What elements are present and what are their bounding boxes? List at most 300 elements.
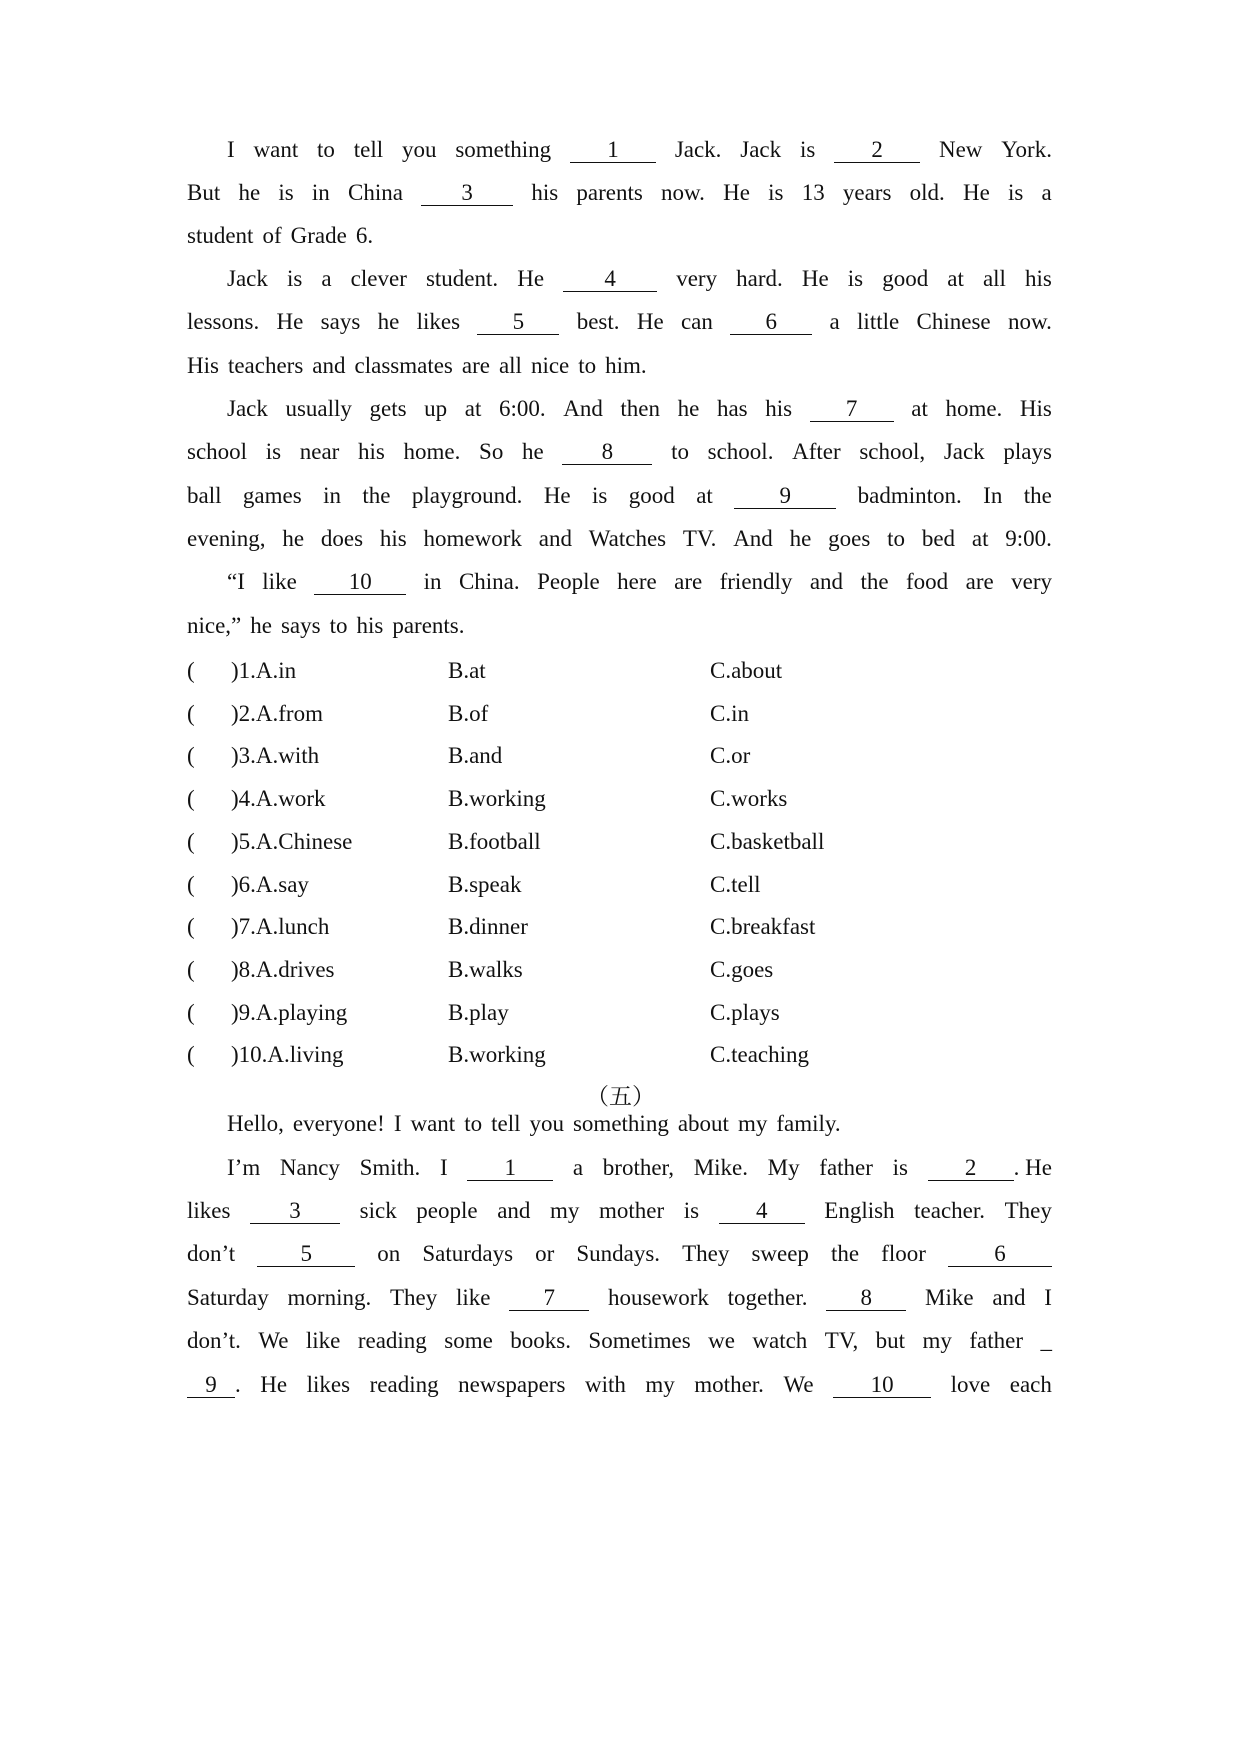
blank-group xyxy=(810,394,894,424)
word: 6:00. xyxy=(498,396,546,421)
word: says xyxy=(320,309,361,334)
section-5-heading: （五） xyxy=(586,1084,655,1110)
option-b: B.speak xyxy=(448,872,522,897)
word: evening, xyxy=(187,526,266,551)
option-a: )1.A.in xyxy=(231,658,297,683)
option-a: )2.A.from xyxy=(231,701,323,726)
answer-bracket[interactable]: ( xyxy=(187,1000,195,1025)
word: he xyxy=(282,526,305,551)
word: but xyxy=(875,1328,906,1353)
word: of xyxy=(262,223,282,248)
word: He xyxy=(723,180,750,205)
word: something xyxy=(455,137,552,162)
word: China. xyxy=(458,569,520,594)
blank-group xyxy=(257,1239,355,1269)
blank-suffix: . xyxy=(235,1372,241,1397)
word: you xyxy=(529,1111,564,1136)
answer-bracket[interactable]: ( xyxy=(187,872,195,897)
word: near xyxy=(299,439,340,464)
word: reading xyxy=(369,1372,439,1397)
word: good xyxy=(628,483,675,508)
word: are xyxy=(461,353,490,378)
word: I xyxy=(439,1155,448,1180)
word: very xyxy=(1011,569,1052,594)
word: home. xyxy=(403,439,461,464)
word: York. xyxy=(1001,137,1052,162)
word: They xyxy=(1004,1198,1052,1223)
word: In xyxy=(983,483,1003,508)
word: school xyxy=(187,439,248,464)
word: likes xyxy=(306,1372,351,1397)
word: ball xyxy=(187,483,222,508)
word: clever xyxy=(350,266,407,291)
word: He xyxy=(276,309,304,334)
word: school, xyxy=(859,439,926,464)
option-a: )5.A.Chinese xyxy=(231,829,353,854)
word: is xyxy=(847,266,864,291)
word: family. xyxy=(776,1111,841,1136)
word: New xyxy=(938,137,983,162)
answer-blank[interactable]: 3 xyxy=(421,181,513,206)
word: him. xyxy=(605,353,647,378)
word: has xyxy=(716,396,748,421)
word: They xyxy=(682,1241,730,1266)
word: We xyxy=(258,1328,289,1353)
word: lessons. xyxy=(187,309,260,334)
word: Saturdays xyxy=(422,1241,514,1266)
word: is xyxy=(892,1155,908,1180)
word: Chinese xyxy=(916,309,991,334)
word: don’t xyxy=(187,1241,236,1266)
word: want xyxy=(253,137,299,162)
passage-5-line xyxy=(187,1326,1052,1356)
word: his xyxy=(765,396,793,421)
answer-blank[interactable]: 8 xyxy=(826,1286,906,1311)
word: his xyxy=(531,180,559,205)
word: school. xyxy=(707,439,774,464)
word: I xyxy=(1044,1285,1052,1310)
word: don’t. xyxy=(187,1328,241,1353)
word: He xyxy=(517,266,545,291)
word: mother. xyxy=(694,1372,764,1397)
word: Nancy xyxy=(279,1155,340,1180)
answer-blank[interactable]: 1 xyxy=(570,138,656,163)
word: his xyxy=(1025,266,1052,291)
word: my xyxy=(645,1372,675,1397)
word: at xyxy=(911,396,928,421)
word: some xyxy=(444,1328,493,1353)
passage-4-line xyxy=(187,437,1052,467)
word: everyone! xyxy=(292,1111,385,1136)
passage-4-line xyxy=(227,264,1052,294)
passage-5-line xyxy=(227,1153,1052,1183)
word: People xyxy=(537,569,600,594)
word: good xyxy=(882,266,929,291)
word: So xyxy=(479,439,504,464)
word: sick xyxy=(359,1198,397,1223)
blank-group xyxy=(421,178,513,208)
word: Mike xyxy=(925,1285,974,1310)
word: a xyxy=(829,309,840,334)
passage-4-line xyxy=(187,221,1052,251)
word: you xyxy=(401,137,437,162)
option-c: C.plays xyxy=(710,1000,780,1025)
word: likes xyxy=(187,1198,231,1223)
word: Sometimes xyxy=(588,1328,691,1353)
word: 9:00. xyxy=(1005,526,1052,551)
word: to xyxy=(671,439,689,464)
word: to xyxy=(887,526,906,551)
word: to xyxy=(464,1111,483,1136)
word: then xyxy=(620,396,661,421)
word: Smith. xyxy=(359,1155,421,1180)
word: games xyxy=(242,483,302,508)
blank-group xyxy=(570,135,656,165)
option-c: C.basketball xyxy=(710,829,825,854)
passage-4-line xyxy=(187,524,1052,554)
word: a xyxy=(321,266,332,291)
word: He xyxy=(260,1372,288,1397)
blank-group xyxy=(314,567,406,597)
passage-4-line xyxy=(187,481,1052,511)
word: old. xyxy=(909,180,945,205)
word: Jack xyxy=(227,396,268,421)
word: best. xyxy=(576,309,620,334)
word: at xyxy=(971,526,989,551)
word: he xyxy=(250,613,272,638)
word: Watches xyxy=(588,526,667,551)
blank-group xyxy=(477,307,559,337)
word: floor xyxy=(881,1241,926,1266)
word: brother, xyxy=(602,1155,675,1180)
blank-suffix: . He xyxy=(1013,1155,1052,1180)
word: he xyxy=(377,309,400,334)
word: home. xyxy=(945,396,1003,421)
word: father xyxy=(819,1155,873,1180)
word: Hello, xyxy=(227,1111,284,1136)
passage-4-line xyxy=(227,135,1052,165)
word: are xyxy=(674,569,703,594)
word: is xyxy=(683,1198,700,1223)
word: Sundays. xyxy=(576,1241,661,1266)
word: playground. xyxy=(411,483,523,508)
passage-5-line xyxy=(227,1109,1052,1139)
word: at xyxy=(464,396,482,421)
word: like xyxy=(305,1328,341,1353)
word: Mike. xyxy=(693,1155,749,1180)
answer-blank[interactable]: 8 xyxy=(562,440,652,465)
option-c: C.about xyxy=(710,658,783,683)
word: “I xyxy=(227,569,245,594)
word: little xyxy=(857,309,900,334)
blank-group xyxy=(928,1153,1052,1183)
answer-bracket[interactable]: ( xyxy=(187,957,195,982)
word: is xyxy=(592,483,608,508)
option-a: )6.A.say xyxy=(231,872,309,897)
word: teachers xyxy=(227,353,304,378)
option-c: C.goes xyxy=(710,957,774,982)
option-b: B.walks xyxy=(448,957,523,982)
word: He xyxy=(801,266,829,291)
answer-blank[interactable]: 7 xyxy=(509,1286,589,1311)
word: And xyxy=(733,526,773,551)
word: says xyxy=(280,613,321,638)
passage-4-line xyxy=(187,307,1052,337)
word: And xyxy=(563,396,603,421)
word: with xyxy=(584,1372,626,1397)
answer-blank[interactable]: 5 xyxy=(477,310,559,335)
word: or xyxy=(535,1241,555,1266)
word: are xyxy=(965,569,994,594)
option-c: C.teaching xyxy=(710,1042,809,1067)
option-c: C.in xyxy=(710,701,749,726)
blank-group xyxy=(509,1283,589,1313)
word: tell xyxy=(353,137,384,162)
word: years xyxy=(842,180,892,205)
word: my xyxy=(550,1198,580,1223)
option-b: B.of xyxy=(448,701,489,726)
word: He xyxy=(543,483,571,508)
word: nice,” xyxy=(187,613,242,638)
blank-group xyxy=(250,1196,340,1226)
word: now. xyxy=(1007,309,1052,334)
word: each xyxy=(1009,1372,1052,1397)
word: sweep xyxy=(751,1241,809,1266)
word: student xyxy=(187,223,254,248)
answer-bracket[interactable]: ( xyxy=(187,1042,195,1067)
passage-5-line xyxy=(187,1370,1052,1400)
word: he xyxy=(238,180,261,205)
answer-blank[interactable]: 9 xyxy=(734,484,836,509)
option-a: )4.A.work xyxy=(231,786,326,811)
answer-blank[interactable]: 10 xyxy=(314,570,406,595)
word: I xyxy=(227,137,235,162)
word: nice xyxy=(530,353,570,378)
word: mother xyxy=(599,1198,665,1223)
word: Jack xyxy=(740,137,782,162)
passage-4-line xyxy=(187,611,1052,641)
word: all xyxy=(498,353,522,378)
word: 13 xyxy=(801,180,825,205)
word: He xyxy=(962,180,990,205)
word: in xyxy=(423,569,442,594)
blank-group xyxy=(948,1239,1052,1269)
answer-bracket[interactable]: ( xyxy=(187,829,195,854)
word: and xyxy=(992,1285,1026,1310)
answer-blank[interactable]: 2 xyxy=(928,1156,1014,1181)
option-b: B.play xyxy=(448,1000,509,1025)
word: parents xyxy=(576,180,643,205)
word: usually xyxy=(285,396,352,421)
option-b: B.at xyxy=(448,658,486,683)
word: parents. xyxy=(392,613,465,638)
option-c: C.breakfast xyxy=(710,914,816,939)
option-a: )8.A.drives xyxy=(231,957,335,982)
word: he xyxy=(522,439,544,464)
word: in xyxy=(323,483,341,508)
answer-blank[interactable]: 4 xyxy=(719,1199,805,1224)
word: They xyxy=(389,1285,438,1310)
passage-5-line xyxy=(187,1239,1052,1269)
word: and xyxy=(538,526,572,551)
word: on xyxy=(377,1241,401,1266)
blank-group xyxy=(734,481,836,511)
word: the xyxy=(1023,483,1052,508)
word: is xyxy=(286,266,303,291)
word: He xyxy=(636,309,664,334)
word: the xyxy=(362,483,391,508)
blank-group xyxy=(730,307,812,337)
word: gets xyxy=(369,396,407,421)
word: After xyxy=(792,439,841,464)
option-b: B.dinner xyxy=(448,914,528,939)
word: the xyxy=(830,1241,860,1266)
word: 6. xyxy=(355,223,374,248)
word: English xyxy=(824,1198,895,1223)
word: is xyxy=(799,137,816,162)
word: very xyxy=(676,266,718,291)
word: newspapers xyxy=(458,1372,566,1397)
word: TV, xyxy=(824,1328,859,1353)
word: he xyxy=(677,396,700,421)
word: likes xyxy=(416,309,461,334)
word: here xyxy=(617,569,657,594)
word: friendly xyxy=(719,569,793,594)
option-a: )10.A.living xyxy=(231,1042,344,1067)
word: to xyxy=(329,613,348,638)
blank-group xyxy=(719,1196,805,1226)
word: love xyxy=(950,1372,991,1397)
word: my xyxy=(922,1328,952,1353)
word: goes xyxy=(828,526,871,551)
word: father xyxy=(969,1328,1023,1353)
option-c: C.tell xyxy=(710,872,761,897)
blank-group xyxy=(562,437,652,467)
word: classmates xyxy=(354,353,453,378)
word: We xyxy=(783,1372,814,1397)
word: his xyxy=(379,526,407,551)
word: tell xyxy=(491,1111,521,1136)
passage-4-line xyxy=(227,567,1052,597)
word: does xyxy=(320,526,364,551)
word: his xyxy=(358,439,385,464)
word: we xyxy=(708,1328,735,1353)
word: all xyxy=(982,266,1006,291)
blank-group xyxy=(834,135,920,165)
passage-4-line xyxy=(227,394,1052,424)
word: books. xyxy=(510,1328,571,1353)
word: like xyxy=(262,569,297,594)
answer-blank[interactable]: 6 xyxy=(730,310,812,335)
word: to xyxy=(317,137,335,162)
word: to xyxy=(578,353,597,378)
word: China xyxy=(348,180,403,205)
word: _ xyxy=(1040,1328,1052,1353)
answer-bracket[interactable]: ( xyxy=(187,701,195,726)
answer-bracket[interactable]: ( xyxy=(187,914,195,939)
word: food xyxy=(906,569,949,594)
answer-blank[interactable]: 3 xyxy=(250,1199,340,1224)
answer-bracket[interactable]: ( xyxy=(187,786,195,811)
passage-4-line xyxy=(187,351,1052,381)
word: is xyxy=(1008,180,1024,205)
option-b: B.football xyxy=(448,829,541,854)
passage-4-line xyxy=(187,178,1052,208)
word: His xyxy=(1019,396,1052,421)
answer-blank[interactable]: 5 xyxy=(257,1242,355,1267)
answer-blank[interactable]: 6 xyxy=(948,1242,1052,1267)
word: can xyxy=(680,309,713,334)
word: TV. xyxy=(682,526,717,551)
word: is xyxy=(768,180,784,205)
word: But xyxy=(187,180,221,205)
answer-bracket[interactable]: ( xyxy=(187,743,195,768)
word: reading xyxy=(357,1328,427,1353)
word: the xyxy=(860,569,889,594)
word: homework xyxy=(423,526,522,551)
option-a: )7.A.lunch xyxy=(231,914,330,939)
word: I’m xyxy=(227,1155,261,1180)
answer-blank[interactable]: 7 xyxy=(810,397,894,422)
word: something xyxy=(572,1111,669,1136)
answer-blank[interactable]: 4 xyxy=(563,267,657,292)
answer-blank[interactable]: 2 xyxy=(834,138,920,163)
word: my xyxy=(737,1111,768,1136)
word: teacher. xyxy=(914,1198,986,1223)
passage-5-line xyxy=(187,1196,1052,1226)
blank-group xyxy=(563,264,657,294)
answer-blank[interactable]: 10 xyxy=(833,1373,931,1398)
word: at xyxy=(947,266,964,291)
option-a: )3.A.with xyxy=(231,743,320,768)
blank-group xyxy=(826,1283,906,1313)
word: at xyxy=(696,483,713,508)
word: want xyxy=(410,1111,456,1136)
word: student. xyxy=(425,266,499,291)
word: and xyxy=(809,569,844,594)
word: bed xyxy=(921,526,956,551)
answer-blank[interactable]: 1 xyxy=(467,1156,553,1181)
word: together. xyxy=(727,1285,808,1310)
word: a xyxy=(1041,180,1052,205)
answer-blank[interactable]: 9 xyxy=(187,1373,235,1398)
word: plays xyxy=(1003,439,1052,464)
word: badminton. xyxy=(857,483,962,508)
word: his xyxy=(356,613,384,638)
option-a: )9.A.playing xyxy=(231,1000,348,1025)
word: housework xyxy=(607,1285,709,1310)
blank-group xyxy=(187,1370,241,1400)
option-c: C.works xyxy=(710,786,788,811)
answer-bracket[interactable]: ( xyxy=(187,658,195,683)
word: Jack. xyxy=(674,137,722,162)
word: Jack xyxy=(943,439,985,464)
option-c: C.or xyxy=(710,743,751,768)
word: and xyxy=(497,1198,531,1223)
word: His xyxy=(187,353,219,378)
word: up xyxy=(424,396,448,421)
word: morning. xyxy=(287,1285,372,1310)
option-b: B.and xyxy=(448,743,503,768)
word: hard. xyxy=(736,266,783,291)
word: in xyxy=(311,180,330,205)
word: is xyxy=(278,180,294,205)
option-b: B.working xyxy=(448,1042,546,1067)
word: Jack xyxy=(227,266,268,291)
word: people xyxy=(416,1198,478,1223)
word: is xyxy=(265,439,282,464)
word: My xyxy=(767,1155,800,1180)
